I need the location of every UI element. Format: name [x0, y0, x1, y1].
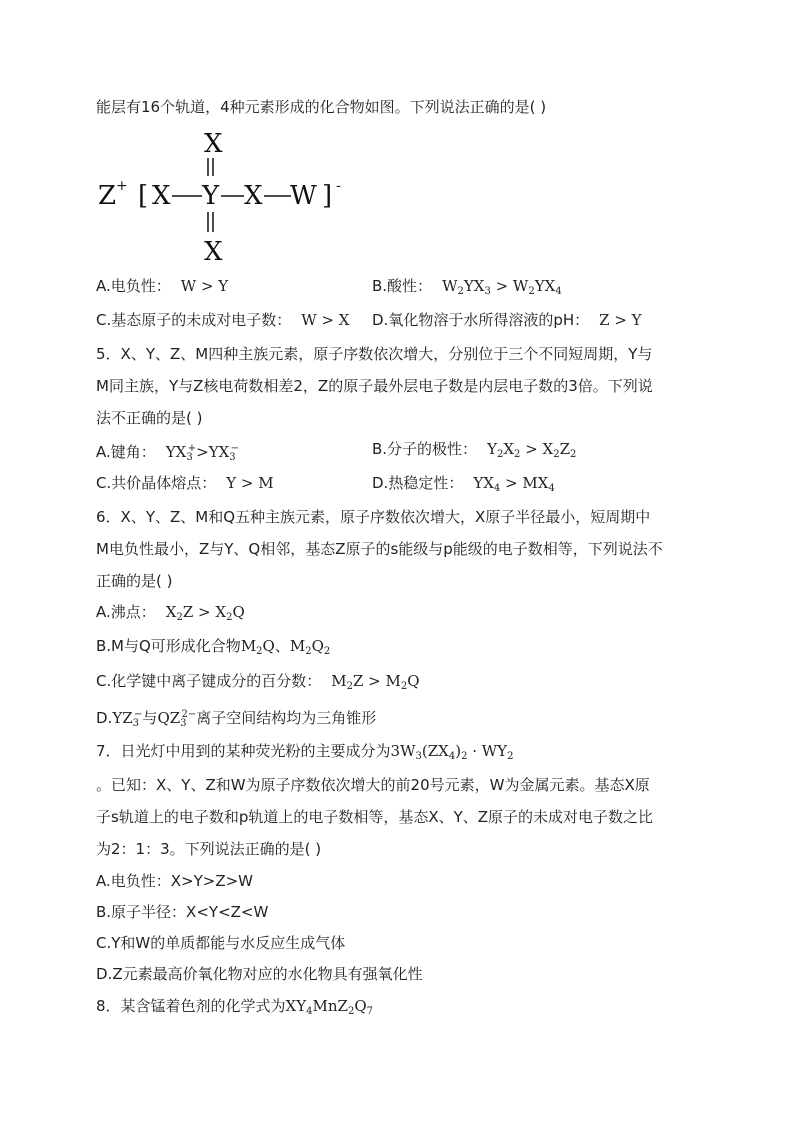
q4-option-c: C.基态原子的未成对电子数： W > X: [96, 311, 350, 329]
atom-w: W: [290, 181, 317, 211]
anion-charge: -: [336, 178, 341, 194]
structure-diagram: [94, 120, 374, 270]
q6-line1: 6．X、Y、Z、M和Q五种主族元素，原子序数依次增大，X原子半径最小，短周期中: [96, 508, 651, 526]
q8-line1: 8．某含锰着色剂的化学式为$XY_4MnZ_2Q_7$: [96, 997, 374, 1017]
q7-line4: 为2：1：3。下列说法正确的是( ): [96, 840, 322, 858]
q4-option-a: A.电负性： W > Y: [96, 277, 229, 295]
q5-line3: 法不正确的是( ): [96, 409, 203, 427]
q6-option-c: C.化学键中离子键成分的百分数： $M_2Z > M_2Q$: [96, 672, 420, 692]
open-bracket: [: [138, 181, 149, 211]
q6-line3: 正确的是( ): [96, 572, 173, 590]
q7-line2: 。已知：X、Y、Z和W为原子序数依次增大的前20号元素，W为金属元素。基态X原: [96, 776, 650, 794]
atom-bottom: X: [204, 237, 223, 267]
atom-x2: X: [244, 181, 263, 211]
q7-option-a: A.电负性：X>Y>Z>W: [96, 872, 254, 890]
atom-top: X: [204, 129, 223, 159]
q5-line1: 5．X、Y、Z、M四种主族元素，原子序数依次增大，分别位于三个不同短周期，Y与: [96, 345, 653, 363]
q4-intro: 能层有16个轨道，4种元素形成的化合物如图。下列说法正确的是( ): [96, 98, 547, 116]
q6-line2: M电负性最小，Z与Y、Q相邻，基态Z原子的s能级与p能级的电子数相等，下列说法不: [96, 540, 663, 558]
q5-option-b: B.分子的极性： $Y_2X_2 > X_2Z_2$: [372, 440, 577, 460]
q6-option-a: A.沸点： $X_2Z > X_2Q$: [96, 603, 245, 623]
q4-option-b: B.酸性： $W_2YX_3 > W_2YX_4$: [372, 277, 562, 297]
q5-option-d: D.热稳定性： $YX_4 > MX_4$: [372, 474, 555, 494]
q7-option-c: C.Y和W的单质都能与水反应生成气体: [96, 934, 346, 952]
q7-line1: 7．日光灯中用到的某种荧光粉的主要成分为$3W_3(ZX_4)_2 \cdot WY_2$: [96, 742, 514, 762]
q5-line2: M同主族，Y与Z核电荷数相差2，Z的原子最外层电子数是内层电子数的3倍。下列说: [96, 377, 653, 395]
q4-option-d: D.氧化物溶于水所得溶液的pH： Z > Y: [372, 311, 642, 329]
q6-option-d: $D.YZ_3^-$与$QZ_3^{2-}$离子空间结构均为三角锥形: [96, 709, 377, 729]
q7-option-b: B.原子半径：X<Y<Z<W: [96, 903, 269, 921]
q5-option-c: C.共价晶体熔点： Y > M: [96, 474, 274, 492]
q7-option-d: D.Z元素最高价氧化物对应的水化物具有强氧化性: [96, 965, 423, 983]
atom-x1: X: [152, 181, 171, 211]
q7-line3: 子s轨道上的电子数和p轨道上的电子数相等，基态X、Y、Z原子的未成对电子数之比: [96, 808, 654, 826]
cation-symbol: Z: [98, 181, 117, 211]
q6-option-b: B.M与Q可形成化合物$M_2Q$、$M_2Q_2$: [96, 637, 331, 657]
close-bracket: ]: [322, 181, 333, 211]
atom-y: Y: [202, 181, 220, 211]
cation-charge: +: [116, 178, 128, 194]
q5-option-a: A.键角： $YX_3^+>YX_3^-$: [96, 443, 240, 463]
